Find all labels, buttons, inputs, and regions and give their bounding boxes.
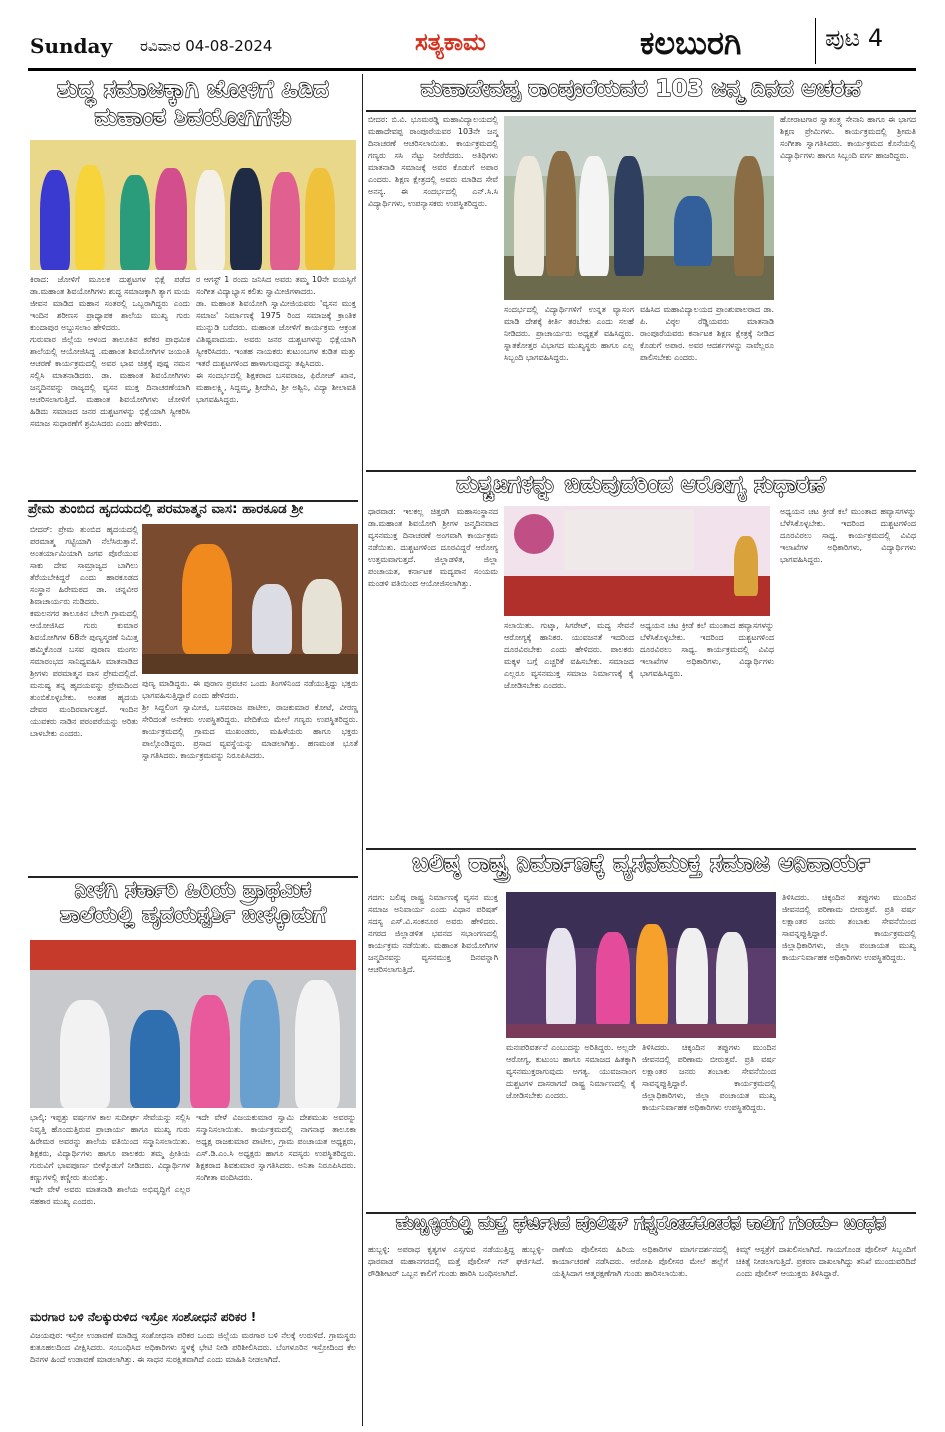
isro-body: ವಿಜಯಪುರ: ಇಸ್ರೋ ಉಡಾವಣೆ ಮಾಡಿದ್ದ ಸಂಶೋಧನಾ ಪರಿಕರ ಒಂದು ಜಿಲ್ಲೆಯ ಮರಗಾರ ಬಳಿ ನೆಲಕ್ಕೆ ಉರುಳಿದೆ. ಗ್ರಾಮಸ್ಥರು ಕುತೂಹಲದಿಂದ ವೀಕ್ಷಿಸಿದರು. ಸಂಬಂಧಿಸಿದ ಅಧಿಕಾರಿಗಳು ಸ್ಥಳಕ್ಕೆ ಭೇಟಿ ನೀಡಿ ಪರಿಶೀಲಿಸಿದರು. ಬೆಂಗಳೂರಿನ ಇಸ್ರೋದಿಂದ ಕೆಲ ದಿನಗಳ ಹಿಂದೆ ಉಡಾವಣೆ ಮಾಡಲಾಗಿತ್ತು. ಈ ಸಾಧನ ಸುರಕ್ಷಿತವಾಗಿದೆ ಎಂದು ಮಾಹಿತಿ ನೀಡಲಾಗಿದೆ. — [30, 1331, 359, 1364]
hubballi-body-col2: ರಾಣೆಯ ಪೊಲೀಸರು ಹಿರಿಯ ಅಧಿಕಾರಿಗಳ ಮಾರ್ಗದರ್ಶನದಲ್ಲಿ ಕಾರ್ಯಾಚರಣೆ ನಡೆಸಿದರು. ಆರೋಪಿ ಪೊಲೀಸರ ಮೇಲೆ ಹಲ್ಲೆಗೆ ಯತ್ನಿಸಿದಾಗ ಆತ್ಮರಕ್ಷಣೆಗಾಗಿ ಗುಂಡು ಹಾರಿಸಲಾಯಿತು. — [552, 1245, 731, 1278]
prema-headline: ಪ್ರೇಮ ತುಂಬಿದ ಹೃದಯದಲ್ಲಿ ಪರಮಾತ್ಮನ ವಾಸ: ಹಾರಕೂಡ ಶ್ರೀ — [28, 501, 304, 517]
balishtha-body-col2: ಮನಃಪರಿವರ್ತನೆ ಎಂಬುದನ್ನು ಅರಿತಿದ್ದರು. ಅಲ್ಲದೇ ಆರೋಗ್ಯ, ಕುಟುಂಬ ಹಾಗೂ ಸಮಾಜದ ಹಿತಕ್ಕಾಗಿ ವ್ಯಸನಮುಕ್ತರಾಗುವುದು ಅಗತ್ಯ. ಯುವಜನಾಂಗ ದುಶ್ಚಟಗಳ ದಾಸರಾಗದೆ ರಾಷ್ಟ್ರ ನಿರ್ಮಾಣದಲ್ಲಿ ಕೈ ಜೋಡಿಸಬೇಕು ಎಂದರು. — [506, 1043, 639, 1100]
masthead — [0, 0, 945, 68]
mahadevappa-body-col1: ಬೀದರ: ಬಿ.ವಿ. ಭೂಮರಡ್ಡಿ ಮಹಾವಿದ್ಯಾಲಯದಲ್ಲಿ ಮಹಾದೇವಪ್ಪ ರಾಂಪೂರೆಯವರ 103ನೇ ಜನ್ಮ ದಿನಾಚರಣೆ ಆಚರಿಸಲಾಯಿತು. ಕಾರ್ಯಕ್ರಮದಲ್ಲಿ ಗಣ್ಯರು ಸಸಿ ನೆಟ್ಟು ನೀರೆರೆದರು. ಅತಿಥಿಗಳು ಮಾತನಾಡಿ ಸಮಾಜಕ್ಕೆ ಅವರ ಕೊಡುಗೆ ಅಪಾರ ಎಂದರು. ಶಿಕ್ಷಣ ಕ್ಷೇತ್ರದಲ್ಲಿ ಅವರು ಮಾಡಿದ ಸೇವೆ ಅನನ್ಯ. ಈ ಸಂದರ್ಭದಲ್ಲಿ ಎನ್.ಸಿ.ಸಿ ವಿದ್ಯಾರ್ಥಿಗಳು, ಉಪನ್ಯಾಸಕರು ಉಪಸ್ಥಿತರಿದ್ದರು. — [368, 115, 501, 208]
mahadevappa-body-col2: ಸಂದರ್ಭದಲ್ಲಿ ವಿದ್ಯಾರ್ಥಿಗಳಿಗೆ ಉನ್ನತ ವ್ಯಾಸಂಗ ಮಾಡಿ ದೇಶಕ್ಕೆ ಕೀರ್ತಿ ತರಬೇಕು ಎಂದು ಸಲಹೆ ನೀಡಿದರು. ಪ್ರಾಚಾರ್ಯರು ಅಧ್ಯಕ್ಷತೆ ವಹಿಸಿದ್ದರು. ಸ್ನಾತಕೋತ್ತರ ವಿಭಾಗದ ಮುಖ್ಯಸ್ಥರು ಹಾಗೂ ಎಲ್ಲ ಸಿಬ್ಬಂದಿ ಭಾಗವಹಿಸಿದ್ದರು. — [504, 305, 637, 362]
edition-city: ಕಲಬುರಗಿ — [640, 24, 742, 62]
page-number: ಪುಟ 4 — [825, 24, 884, 52]
neelagi-headline-line1: ನೀಳಗಿ ಸರ್ಕಾರಿ ಹಿರಿಯ ಪ್ರಾಥಮಿಕ — [74, 878, 312, 903]
balishtha-photo — [506, 892, 776, 1038]
dushchata-body-col1: ಧಾರವಾಡ: ಇಲಕಲ್ಲ ಚಿತ್ತರಗಿ ಮಹಾಸಂಸ್ಥಾನದ ಡಾ.ಮಹಾಂತ ಶಿವಯೋಗಿ ಶ್ರೀಗಳ ಜನ್ಮದಿನವಾದ ವ್ಯಸನಮುಕ್ತ ದಿನಾಚರಣೆ ಅಂಗವಾಗಿ ಕಾರ್ಯಕ್ರಮ ನಡೆಯಿತು. ದುಶ್ಚಟಗಳಿಂದ ದೂರವಿದ್ದರೆ ಆರೋಗ್ಯ ಉತ್ತಮವಾಗುತ್ತದೆ. ಜಿಲ್ಲಾಡಳಿತ, ಜಿಲ್ಲಾ ಪಂಚಾಯತ, ಕರ್ನಾಟಕ ಮದ್ಯಪಾನ ಸಂಯಮ ಮಂಡಳಿ ವತಿಯಿಂದ ಆಯೋಜಿಸಲಾಗಿತ್ತು. — [368, 507, 501, 588]
balishtha-headline: ಬಲಿಷ್ಠ ರಾಷ್ಟ್ರ ನಿರ್ಮಾಣಕ್ಕೆ ವ್ಯಸನಮುಕ್ತ ಸಮಾಜ ಅನಿವಾರ್ಯ — [412, 849, 870, 877]
prema-body-right: ಪುಣ್ಯ ಮಾಡಿದ್ದರು. ಈ ಪುರಾಣ ಪ್ರವಚನ ಒಂದು ತಿಂಗಳಿನಿಂದ ನಡೆಯುತ್ತಿದ್ದು ಭಕ್ತರು ಭಾಗವಹಿಸುತ್ತಿದ್ದಾರೆ ಎಂದು ಹೇಳಿದರು. ಶ್ರೀ ಸಿದ್ದಲಿಂಗ ಸ್ವಾಮೀಜಿ, ಬಸವರಾಜ ಪಾಟೀಲ, ರಾಜಕುಮಾರ ಕೋಟೆ, ವೀರಣ್ಣ ಸೇರಿದಂತೆ ಅನೇಕರು ಉಪಸ್ಥಿತರಿದ್ದರು. ವೇದಿಕೆಯ ಮೇಲೆ ಗಣ್ಯರು ಉಪಸ್ಥಿತರಿದ್ದರು. ಕಾರ್ಯಕ್ರಮದಲ್ಲಿ ಗ್ರಾಮದ ಮುಖಂಡರು, ಮಹಿಳೆಯರು ಹಾಗೂ ಭಕ್ತರು ಪಾಲ್ಗೊಂಡಿದ್ದರು. ಪ್ರಸಾದ ವ್ಯವಸ್ಥೆಯನ್ನು ಮಾಡಲಾಗಿತ್ತು. ಹಣಮಂತ ಭೂತೆ ಸ್ವಾಗತಿಸಿದರು. ಕಾರ್ಯಕ್ರಮವನ್ನು ನಿರೂಪಿಸಿದರು. — [142, 679, 358, 760]
balishtha-body-col4: ತಿಳಿಸಿದರು. ಚಿಕ್ಕಂದಿನ ತಪ್ಪುಗಳು ಮುಂದಿನ ಜೀವನದಲ್ಲಿ ಪರಿಣಾಮ ಬೀರುತ್ತವೆ. ಪ್ರತಿ ವರ್ಷ ಲಕ್ಷಾಂತರ ಜನರು ತಂಬಾಕು ಸೇವನೆಯಿಂದ ಸಾವನ್ನಪ್ಪುತ್ತಿದ್ದಾರೆ. ಕಾರ್ಯಕ್ರಮದಲ್ಲಿ ಜಿಲ್ಲಾಧಿಕಾರಿಗಳು, ಜಿಲ್ಲಾ ಪಂಚಾಯತ ಮುಖ್ಯ ಕಾರ್ಯನಿರ್ವಾಹಕ ಅಧಿಕಾರಿಗಳು ಉಪಸ್ಥಿತರಿದ್ದರು. — [782, 893, 919, 962]
dushchata-body-col4: ಅಧ್ಯಯನ ಚಟ ಕ್ರೀಡೆ ಕಲೆ ಮುಂತಾದ ಹವ್ಯಾಸಗಳನ್ನು ಬೆಳೆಸಿಕೊಳ್ಳಬೇಕು. ಇದರಿಂದ ದುಶ್ಚಟಗಳಿಂದ ದೂರವಿರಲು ಸಾಧ್ಯ. ಕಾರ್ಯಕ್ರಮದಲ್ಲಿ ವಿವಿಧ ಇಲಾಖೆಗಳ ಅಧಿಕಾರಿಗಳು, ವಿದ್ಯಾರ್ಥಿಗಳು ಭಾಗವಹಿಸಿದ್ದರು. — [780, 507, 919, 564]
shuddha-body-left: ಕಿರಾದ: ಜೋಳಿಗೆ ಮೂಲಕ ದುಶ್ಚಟಗಳ ಭಿಕ್ಷೆ ಪಡೆದ ಡಾ.ಮಹಾಂತ ಶಿವಯೋಗಿಗಳು ಶುದ್ಧ ಸಮಾಜಕ್ಕಾಗಿ ತ್ಯಾಗ ಮಯ ಜೀವನ ಮಾಡಿದ ಮಹಾನ ಸಂತರಲ್ಲಿ ಒಬ್ಬರಾಗಿದ್ದರು ಎಂದು ಇಂದಿನ ಶರೀಣಸ ಪ್ರಾಧ್ಯಾಪಕ ಶಾಲೆಯ ಮುಖ್ಯ ಗುರು ಕುಂದಾಪುರ ಅಬ್ದುಸಲಾಂ ಹೇಳಿದರು. ಗುರುವಾರ ಜಿಲ್ಲೆಯ ಆಳಂದ ತಾಲೂಕಿನ ಕರೆಕರ ಪ್ರಾಥಮಿಕ ಶಾಲೆಯಲ್ಲಿ ಆಯೋಜಿಸಿದ್ದ .ಮಹಾಂತ ಶಿವಯೋಗಿಗಳ ಜಯಂತಿ ಆಚರಣೆ ಕಾರ್ಯಕ್ರಮದಲ್ಲಿ ಅವರ ಭಾವ ಚಿತ್ರಕ್ಕೆ ಪುಷ್ಪ ನಮನ ಸಲ್ಲಿಸಿ ಮಾತನಾಡಿದರು. ಡಾ. ಮಹಾಂತ ಶಿವಯೋಗಿಗಳು ಜನ್ಮದಿನವನ್ನು ರಾಜ್ಯದಲ್ಲಿ ವ್ಯಸನ ಮುಕ್ತ ದಿನಾಚರಣೆಯಾಗಿ ಆಚರಿಸಲಾಗುತ್ತಿದೆ. ಮಹಾಂತ ಶಿವಯೋಗಿಗಳು ಜೋಳಿಗೆ ಹಿಡಿದು ಸಮಾಜದ ಜನರ ದುಶ್ಚಟಗಳನ್ನು ಭಿಕ್ಷೆಯಾಗಿ ಸ್ವೀಕರಿಸಿ ಸಮಾಜ ಸುಧಾರಣೆಗೆ ಶ್ರಮಿಸಿದರು ಎಂದು ಹೇಳಿದರು. — [30, 275, 190, 428]
shuddha-headline — [28, 76, 358, 131]
mahadevappa-headline: ಮಹಾದೇವಪ್ಪ ರಾಂಪೂರೆಯವರ 103 ಜನ್ಮ ದಿನದ ಆಚರಣೆ — [420, 76, 862, 102]
shuddha-body-right: ರ ಆಗಸ್ಟ್ 1 ರಂದು ಜನಿಸಿದ ಅವರು ತಮ್ಮ 10ನೇ ವಯಸ್ಸಿಗೆ ಸಂಗೀತ ವಿದ್ಯಾಭ್ಯಾಸ ಕಲಿತು ಸ್ವಾಮೀಜಿಗಳಾದರು. ಡಾ. ಮಹಾಂತ ಶಿವಯೋಗಿ ಸ್ವಾಮೀಜಿಯವರು 'ವ್ಯಸನ ಮುಕ್ತ ಸಮಾಜ' ನಿರ್ಮಾಣಕ್ಕೆ 1975 ರಿಂದ ಸಮಾಜಕ್ಕೆ ಕ್ರಾಂತಿಕ ಮುನ್ನುಡಿ ಬರೆದರು. ಮಹಾಂತ ಜೋಳಿಗೆ ಕಾರ್ಯಕ್ರಮ ಆಕ್ರಂತ ವಿಶಿಷ್ಟವಾದುದು. ಅವರು ಜನರ ದುಶ್ಚಟಗಳನ್ನು ಭಿಕ್ಷೆಯಾಗಿ ಸ್ವೀಕರಿಸಿದರು. ಇಂತಹ ನಾಯಕರು ಕುಟುಂಬಗಳ ಕುಡಿತ ಮತ್ತು ಇತರೆ ದುಶ್ಚಟಗಳಿಂದ ಹಾಳಾಗುವುದನ್ನು ತಪ್ಪಿಸಿದರು. ಈ ಸಂದರ್ಭದಲ್ಲಿ ಶಿಕ್ಷಕರಾದ ಬಸವರಾಜ, ಫಿರೋಜ್ ಖಾನ, ಮಹಾಲಕ್ಷ್ಮಿ, ಸಿದ್ದಮ್ಮ, ಶ್ರೀದೇವಿ, ಶ್ರೀ ಅಶ್ವಿನಿ, ವಿದ್ಯಾ ಶೀಲಾವತಿ ಭಾಗವಹಿಸಿದ್ದರು. — [196, 275, 356, 404]
dushchata-body-col2: ಸಲಾಯಿತು. ಗುಟ್ಕಾ, ಸಿಗರೇಟ್, ಮದ್ಯ ಸೇವನೆ ಆರೋಗ್ಯಕ್ಕೆ ಹಾನಿಕರ. ಯುವಜನತೆ ಇದರಿಂದ ದೂರವಿರಬೇಕು ಎಂದು ಹೇಳಿದರು. ಪಾಲಕರು ಮಕ್ಕಳ ಬಗ್ಗೆ ಎಚ್ಚರಿಕೆ ವಹಿಸಬೇಕು. ಸಮಾಜದ ಎಲ್ಲರೂ ವ್ಯಸನಮುಕ್ತ ಸಮಾಜ ನಿರ್ಮಾಣಕ್ಕೆ ಕೈ ಜೋಡಿಸಬೇಕು ಎಂದರು. — [504, 621, 637, 690]
column-divider — [362, 74, 363, 1426]
hubballi-headline: ಹುಬ್ಬಳ್ಳಿಯಲ್ಲಿ ಮತ್ತೆ ಘರ್ಜಿಸಿದ ಪೊಲೀಸ್ ಗನ್ನರೋಡೆಕೋರನ ಕಾಲಿಗೆ ಗುಂಡು- ಬಂಧನ — [396, 1213, 886, 1234]
dushchata-body-col3: ಅಧ್ಯಯನ ಚಟ ಕ್ರೀಡೆ ಕಲೆ ಮುಂತಾದ ಹವ್ಯಾಸಗಳನ್ನು ಬೆಳೆಸಿಕೊಳ್ಳಬೇಕು. ಇದರಿಂದ ದುಶ್ಚಟಗಳಿಂದ ದೂರವಿರಲು ಸಾಧ್ಯ. ಕಾರ್ಯಕ್ರಮದಲ್ಲಿ ವಿವಿಧ ಇಲಾಖೆಗಳ ಅಧಿಕಾರಿಗಳು, ವಿದ್ಯಾರ್ಥಿಗಳು ಭಾಗವಹಿಸಿದ್ದರು. — [640, 621, 777, 678]
neelagi-body-left: ಭಾಲ್ಕಿ: ಇಪ್ಪತ್ತು ವರ್ಷಗಳ ಕಾಲ ಸುದೀರ್ಘ ಸೇವೆಯನ್ನು ಸಲ್ಲಿಸಿ ನಿವೃತ್ತಿ ಹೊಂದುತ್ತಿರುವ ಪ್ರಾಚಾರ್ಯ ಹಾಗೂ ಮುಖ್ಯ ಗುರು ಹಿರೇಮಠ ಅವರನ್ನು ಶಾಲೆಯ ವತಿಯಿಂದ ಸನ್ಮಾನಿಸಲಾಯಿತು. ಶಿಕ್ಷಕರು, ವಿದ್ಯಾರ್ಥಿಗಳು ಹಾಗೂ ಪಾಲಕರು ತಮ್ಮ ಪ್ರೀತಿಯ ಗುರುವಿಗೆ ಭಾವಪೂರ್ಣ ಬೀಳ್ಕೊಡುಗೆ ನೀಡಿದರು. ವಿದ್ಯಾರ್ಥಿಗಳ ಕಣ್ಣುಗಳಲ್ಲಿ ಕಣ್ಣೀರು ತುಂಬಿತ್ತು. ಇದೇ ವೇಳೆ ಅವರು ಮಾತನಾಡಿ ಶಾಲೆಯ ಅಭಿವೃದ್ಧಿಗೆ ಎಲ್ಲರ ಸಹಕಾರ ಮುಖ್ಯ ಎಂದರು. — [30, 1113, 190, 1206]
prema-photo — [142, 524, 358, 674]
mahadevappa-body-col3: ವಹಿಸಿದ ಮಹಾವಿದ್ಯಾಲಯದ ಪ್ರಾಂಶುಪಾಲರಾದ ಡಾ. ಪಿ. ವಿಠ್ಠಲ ರೆಡ್ಡಿಯವರು ಮಾತನಾಡಿ ರಾಂಪೂರೆಯವರು ಕರ್ನಾಟಕ ಶಿಕ್ಷಣ ಕ್ಷೇತ್ರಕ್ಕೆ ನೀಡಿದ ಕೊಡುಗೆ ಅಪಾರ. ಅವರ ಆದರ್ಶಗಳನ್ನು ನಾವೆಲ್ಲರೂ ಪಾಲಿಸಬೇಕು ಎಂದರು. — [640, 305, 777, 362]
shuddha-headline-line1: ಶುದ್ಧ ಸಮಾಜಕ್ಕಾಗಿ ಜೋಳಿಗೆ ಹಿಡಿದ — [57, 75, 329, 103]
dushchata-headline: ದುಶ್ಚಟಗಳನ್ನು ಬಿಡುವುದರಿಂದ ಆರೋಗ್ಯ ಸುಧಾರಣೆ — [456, 472, 826, 498]
shuddha-headline-line2: ಮಹಾಂತ ಶಿವಯೋಗಿಗಳು — [94, 102, 292, 131]
balishtha-body-col3: ತಿಳಿಸಿದರು. ಚಿಕ್ಕಂದಿನ ತಪ್ಪುಗಳು ಮುಂದಿನ ಜೀವನದಲ್ಲಿ ಪರಿಣಾಮ ಬೀರುತ್ತವೆ. ಪ್ರತಿ ವರ್ಷ ಲಕ್ಷಾಂತರ ಜನರು ತಂಬಾಕು ಸೇವನೆಯಿಂದ ಸಾವನ್ನಪ್ಪುತ್ತಿದ್ದಾರೆ. ಕಾರ್ಯಕ್ರಮದಲ್ಲಿ ಜಿಲ್ಲಾಧಿಕಾರಿಗಳು, ಜಿಲ್ಲಾ ಪಂಚಾಯತ ಮುಖ್ಯ ಕಾರ್ಯನಿರ್ವಾಹಕ ಅಧಿಕಾರಿಗಳು ಉಪಸ್ಥಿತರಿದ್ದರು. — [642, 1043, 779, 1112]
masthead-rule — [28, 68, 916, 71]
shuddha-photo — [30, 140, 356, 270]
masthead-date: ರವಿವಾರ 04-08-2024 — [140, 37, 273, 55]
balishtha-body-col1: ಗದಗ: ಬಲಿಷ್ಠ ರಾಷ್ಟ್ರ ನಿರ್ಮಾಣಕ್ಕೆ ವ್ಯಸನ ಮುಕ್ತ ಸಮಾಜ ಅನಿವಾರ್ಯ ಎಂದು ವಿಧಾನ ಪರಿಷತ್ ಸದಸ್ಯ ಎಸ್.ವಿ.ಸಂಕನೂರ ಅವರು ಹೇಳಿದರು. ನಗರದ ಜಿಲ್ಲಾಡಳಿತ ಭವನದ ಸಭಾಂಗಣದಲ್ಲಿ ಕಾರ್ಯಕ್ರಮ ನಡೆಯಿತು. ಮಹಾಂತ ಶಿವಯೋಗಿಗಳ ಜನ್ಮದಿನವನ್ನು ವ್ಯಸನಮುಕ್ತ ದಿನವನ್ನಾಗಿ ಆಚರಿಸಲಾಗುತ್ತಿದೆ. — [368, 893, 501, 974]
mahadevappa-photo — [504, 116, 774, 300]
dushchata-photo — [504, 506, 770, 616]
section-rule — [366, 110, 916, 112]
mahadevappa-body-col4: ಹೋರಾಟಗಾರ ಸ್ವಾತಂತ್ರ್ಯ ಸೇನಾನಿ ಹಾಗೂ ಈ ಭಾಗದ ಶಿಕ್ಷಣ ಪ್ರೇಮಿಗಳು. ಕಾರ್ಯಕ್ರಮದಲ್ಲಿ ಶ್ರೀಮತಿ ಸಂಗೀತಾ ಸ್ವಾಗತಿಸಿದರು. ಕಾರ್ಯಕ್ರಮದ ಕೊನೆಯಲ್ಲಿ ವಿದ್ಯಾರ್ಥಿಗಳು ಹಾಗೂ ಸಿಬ್ಬಂದಿ ವರ್ಗ ಹಾಜರಿದ್ದರು. — [780, 115, 919, 160]
paper-name: ಸತ್ಯಕಾಮ — [415, 28, 486, 56]
neelagi-headline — [28, 878, 358, 929]
hubballi-body-col1: ಹುಬ್ಬಳ್ಳಿ: ಅಪರಾಧ ಕೃತ್ಯಗಳ ಎಸ್ಸಗುವ ನಡೆಯುತ್ತಿದ್ದ ಹುಬ್ಬಳ್ಳಿ-ಧಾರವಾಡ ಮಹಾನಗರದಲ್ಲಿ ಮತ್ತೆ ಪೊಲೀಸ್ ಗನ್ ಘರ್ಜಿಸಿದೆ. ರೌಡಿಶೀಟರ್ ಒಬ್ಬನ ಕಾಲಿಗೆ ಗುಂಡು ಹಾರಿಸಿ ಬಂಧಿಸಲಾಗಿದೆ. — [368, 1245, 547, 1278]
hubballi-body-col3: ಕಿಮ್ಸ್ ಆಸ್ಪತ್ರೆಗೆ ದಾಖಲಿಸಲಾಗಿದೆ. ಗಾಯಗೊಂಡ ಪೊಲೀಸ್ ಸಿಬ್ಬಂದಿಗೆ ಚಿಕಿತ್ಸೆ ನೀಡಲಾಗುತ್ತಿದೆ. ಪ್ರಕರಣ ದಾಖಲಾಗಿದ್ದು ತನಿಖೆ ಮುಂದುವರಿದಿದೆ ಎಂದು ಪೊಲೀಸ್ ಆಯುಕ್ತರು ತಿಳಿಸಿದ್ದಾರೆ. — [736, 1245, 919, 1278]
neelagi-headline-line2: ಶಾಲೆಯಲ್ಲಿ ಹೃದಯಸ್ಪರ್ಶಿ ಬೀಳ್ಕೊಡುಗೆ — [59, 903, 327, 929]
isro-subhead: ಮರಗಾರ ಬಳಿ ನೆಲಕ್ಕುರುಳಿದ ಇಸ್ರೋ ಸಂಶೋಧನೆ ಪರಿಕರ ! — [30, 1310, 257, 1324]
prema-body-left: ಬೀದರ್: ಪ್ರೇಮ ತುಂಬಿದ ಹೃದಯದಲ್ಲಿ ಪರಮಾತ್ಮ ಗಟ್ಟಿಯಾಗಿ ನೆಲೆಸಿರುತ್ತಾನೆ. ಅಂತರ್ಯಾಮಿಯಾಗಿ ಜಗವ ಪೊರೆಯುವ ಸಾಕು ದೇವ ಸಾಮ್ರಾಜ್ಯದ ಬಾಗಿಲು ತೆರೆಯಬೇಕಿದ್ದರೆ ಎಂದು ಹಾರಕೂಡದ ಸಂಸ್ಥಾನ ಹಿರೇಮಠದ ಡಾ. ಚನ್ನವೀರ ಶಿವಾಚಾರ್ಯರು ನುಡಿದರು. ಕಮಲನಗರ ತಾಲೂಕಿನ ಬೇಲಗಿ ಗ್ರಾಮದಲ್ಲಿ ಆಯೋಜಿಸಿದ ಗುರು ಕುಮಾರ ಶಿವಯೋಗಿಗಳ 68ನೇ ಪುಣ್ಯಸ್ಮರಣೆ ನಿಮಿತ್ತ ಹಮ್ಮಿಕೊಂಡ ಬಸವ ಪುರಾಣ ಮಂಗಲ ಸಮಾರಂಭದ ಸಾನಿಧ್ಯವಹಿಸಿ ಮಾತನಾಡಿದ ಶ್ರೀಗಳು ಪರಮಾತ್ಮನ ವಾಸ ಪ್ರೇಮದಲ್ಲಿದೆ. ಮನುಷ್ಯ ತನ್ನ ಹೃದಯವನ್ನು ಪ್ರೇಮದಿಂದ ತುಂಬಿಕೊಳ್ಳಬೇಕು. ಅಂತಹ ಹೃದಯ ದೇವರ ಮಂದಿರವಾಗುತ್ತದೆ. ಇಂದಿನ ಯುವಕರು ನಾಡಿನ ಪರಂಪರೆಯನ್ನು ಅರಿತು ಬಾಳಬೇಕು ಎಂದರು. — [30, 525, 138, 738]
neelagi-photo — [30, 940, 356, 1108]
masthead-day: Sunday — [30, 34, 113, 58]
masthead-divider — [815, 18, 816, 64]
neelagi-body-right: ಇದೇ ವೇಳೆ ವಿಜಯಕುಮಾರ ಸ್ವಾಮಿ ದೇಶಮುಖ ಅವರನ್ನು ಸನ್ಮಾನಿಸಲಾಯಿತು. ಕಾರ್ಯಕ್ರಮದಲ್ಲಿ ನಾಗನಾಥ ತಾಲೂಕಾ ಅಧ್ಯಕ್ಷ ರಾಜಕುಮಾರ ಪಾಟೀಲ, ಗ್ರಾಮ ಪಂಚಾಯತ ಅಧ್ಯಕ್ಷರು, ಎಸ್.ಡಿ.ಎಂ.ಸಿ ಅಧ್ಯಕ್ಷರು ಹಾಗೂ ಸದಸ್ಯರು ಉಪಸ್ಥಿತರಿದ್ದರು. ಶಿಕ್ಷಕರಾದ ಶಿವಕುಮಾರ ಸ್ವಾಗತಿಸಿದರು. ಅನಿತಾ ನಿರೂಪಿಸಿದರು. ಸಂಗೀತಾ ವಂದಿಸಿದರು. — [196, 1113, 359, 1182]
